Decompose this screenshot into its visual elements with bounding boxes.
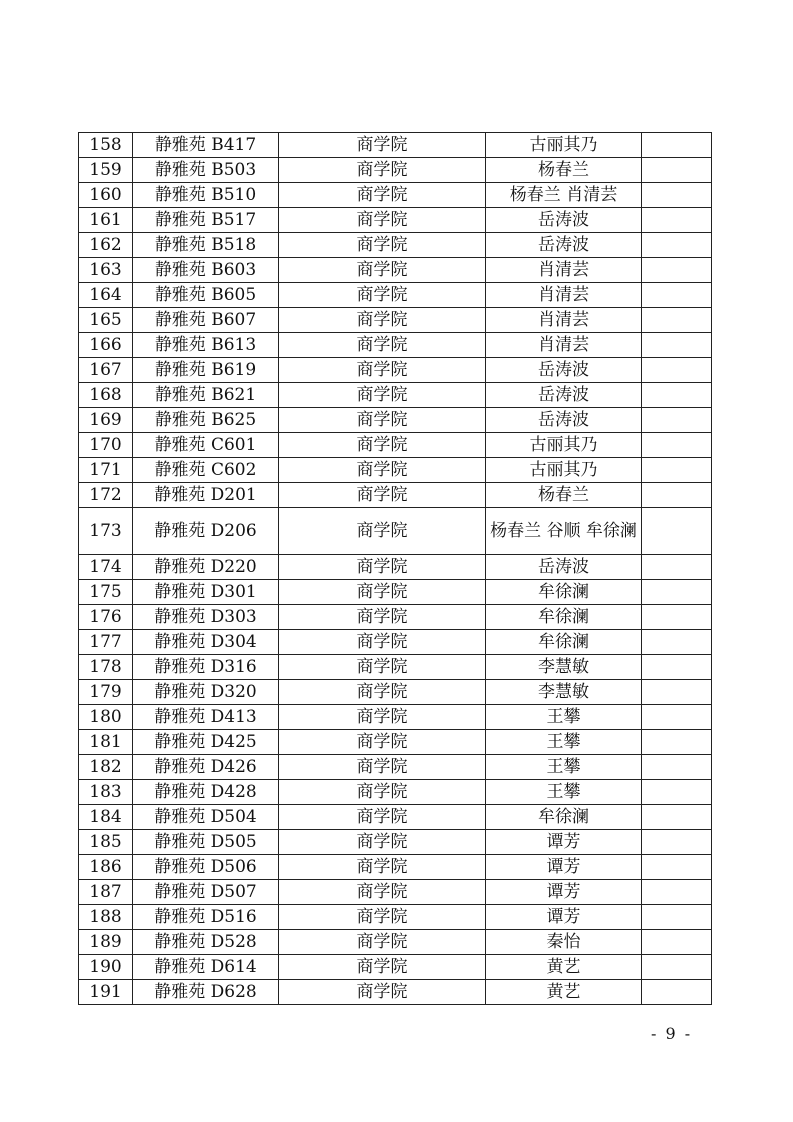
college-cell: 商学院 [279, 408, 486, 433]
room-cell: 静雅苑 D301 [133, 580, 279, 605]
note-cell [642, 258, 712, 283]
college-cell: 商学院 [279, 630, 486, 655]
name-cell: 岳涛波 [486, 555, 642, 580]
college-cell: 商学院 [279, 183, 486, 208]
college-cell: 商学院 [279, 433, 486, 458]
college-cell: 商学院 [279, 580, 486, 605]
note-cell [642, 555, 712, 580]
note-cell [642, 208, 712, 233]
table-row [79, 905, 712, 930]
name-cell: 王攀 [486, 730, 642, 755]
room-cell: 静雅苑 B613 [133, 333, 279, 358]
note-cell [642, 233, 712, 258]
college-cell: 商学院 [279, 458, 486, 483]
row-number: 177 [79, 630, 133, 655]
room-cell: 静雅苑 D507 [133, 880, 279, 905]
note-cell [642, 308, 712, 333]
room-cell: 静雅苑 B621 [133, 383, 279, 408]
note-cell [642, 955, 712, 980]
room-cell: 静雅苑 B518 [133, 233, 279, 258]
table-row [79, 308, 712, 333]
name-cell: 谭芳 [486, 830, 642, 855]
table-row [79, 233, 712, 258]
name-cell: 王攀 [486, 780, 642, 805]
college-cell: 商学院 [279, 780, 486, 805]
college-cell: 商学院 [279, 730, 486, 755]
note-cell [642, 458, 712, 483]
name-cell: 杨春兰 [486, 158, 642, 183]
name-cell: 谭芳 [486, 880, 642, 905]
row-number: 176 [79, 605, 133, 630]
name-cell: 王攀 [486, 705, 642, 730]
room-cell: 静雅苑 D506 [133, 855, 279, 880]
college-cell: 商学院 [279, 805, 486, 830]
note-cell [642, 483, 712, 508]
college-cell: 商学院 [279, 233, 486, 258]
row-number: 166 [79, 333, 133, 358]
college-cell: 商学院 [279, 508, 486, 555]
note-cell [642, 158, 712, 183]
row-number: 164 [79, 283, 133, 308]
note-cell [642, 183, 712, 208]
table-row [79, 133, 712, 158]
college-cell: 商学院 [279, 655, 486, 680]
table-row [79, 383, 712, 408]
name-cell: 杨春兰 谷顺 牟徐澜 [486, 508, 642, 555]
table-row [79, 508, 712, 555]
note-cell [642, 508, 712, 555]
room-cell: 静雅苑 B503 [133, 158, 279, 183]
college-cell: 商学院 [279, 955, 486, 980]
name-cell: 杨春兰 [486, 483, 642, 508]
note-cell [642, 283, 712, 308]
note-cell [642, 680, 712, 705]
room-cell: 静雅苑 D201 [133, 483, 279, 508]
table-row [79, 955, 712, 980]
room-cell: 静雅苑 B625 [133, 408, 279, 433]
table-row [79, 358, 712, 383]
table-row [79, 408, 712, 433]
row-number: 161 [79, 208, 133, 233]
note-cell [642, 705, 712, 730]
table-row [79, 680, 712, 705]
name-cell: 李慧敏 [486, 655, 642, 680]
table-row [79, 780, 712, 805]
row-number: 160 [79, 183, 133, 208]
room-cell: 静雅苑 B619 [133, 358, 279, 383]
name-cell: 牟徐澜 [486, 580, 642, 605]
name-cell: 谭芳 [486, 855, 642, 880]
row-number: 167 [79, 358, 133, 383]
row-number: 180 [79, 705, 133, 730]
note-cell [642, 358, 712, 383]
room-cell: 静雅苑 D303 [133, 605, 279, 630]
name-cell: 牟徐澜 [486, 630, 642, 655]
table-row [79, 283, 712, 308]
table-row [79, 258, 712, 283]
table-row [79, 433, 712, 458]
room-cell: 静雅苑 D528 [133, 930, 279, 955]
college-cell: 商学院 [279, 930, 486, 955]
note-cell [642, 930, 712, 955]
room-cell: 静雅苑 D316 [133, 655, 279, 680]
college-cell: 商学院 [279, 905, 486, 930]
name-cell: 杨春兰 肖清芸 [486, 183, 642, 208]
row-number: 159 [79, 158, 133, 183]
table-row [79, 830, 712, 855]
table-row [79, 208, 712, 233]
room-cell: 静雅苑 D516 [133, 905, 279, 930]
row-number: 172 [79, 483, 133, 508]
name-cell: 岳涛波 [486, 408, 642, 433]
name-cell: 岳涛波 [486, 208, 642, 233]
name-cell: 李慧敏 [486, 680, 642, 705]
table-row [79, 605, 712, 630]
row-number: 173 [79, 508, 133, 555]
college-cell: 商学院 [279, 555, 486, 580]
room-cell: 静雅苑 D413 [133, 705, 279, 730]
note-cell [642, 433, 712, 458]
college-cell: 商学院 [279, 855, 486, 880]
row-number: 181 [79, 730, 133, 755]
room-cell: 静雅苑 D426 [133, 755, 279, 780]
name-cell: 黄艺 [486, 955, 642, 980]
college-cell: 商学院 [279, 680, 486, 705]
room-cell: 静雅苑 D320 [133, 680, 279, 705]
room-cell: 静雅苑 D304 [133, 630, 279, 655]
name-cell: 秦怡 [486, 930, 642, 955]
name-cell: 黄艺 [486, 980, 642, 1005]
room-cell: 静雅苑 B417 [133, 133, 279, 158]
note-cell [642, 383, 712, 408]
college-cell: 商学院 [279, 705, 486, 730]
college-cell: 商学院 [279, 208, 486, 233]
name-cell: 岳涛波 [486, 383, 642, 408]
table-row [79, 755, 712, 780]
row-number: 162 [79, 233, 133, 258]
page-number: - 9 - [651, 1024, 693, 1043]
row-number: 170 [79, 433, 133, 458]
name-cell: 岳涛波 [486, 358, 642, 383]
row-number: 189 [79, 930, 133, 955]
table-row [79, 458, 712, 483]
note-cell [642, 655, 712, 680]
room-cell: 静雅苑 D425 [133, 730, 279, 755]
note-cell [642, 580, 712, 605]
note-cell [642, 605, 712, 630]
note-cell [642, 755, 712, 780]
row-number: 179 [79, 680, 133, 705]
note-cell [642, 805, 712, 830]
note-cell [642, 133, 712, 158]
note-cell [642, 730, 712, 755]
table-row [79, 730, 712, 755]
name-cell: 岳涛波 [486, 233, 642, 258]
row-number: 183 [79, 780, 133, 805]
table-row [79, 630, 712, 655]
room-cell: 静雅苑 D504 [133, 805, 279, 830]
row-number: 187 [79, 880, 133, 905]
table-row [79, 183, 712, 208]
college-cell: 商学院 [279, 830, 486, 855]
college-cell: 商学院 [279, 283, 486, 308]
note-cell [642, 980, 712, 1005]
room-cell: 静雅苑 B605 [133, 283, 279, 308]
room-cell: 静雅苑 D505 [133, 830, 279, 855]
row-number: 191 [79, 980, 133, 1005]
note-cell [642, 830, 712, 855]
room-cell: 静雅苑 B517 [133, 208, 279, 233]
name-cell: 古丽其乃 [486, 458, 642, 483]
row-number: 178 [79, 655, 133, 680]
roster-table-body [79, 133, 712, 1005]
note-cell [642, 630, 712, 655]
college-cell: 商学院 [279, 158, 486, 183]
name-cell: 肖清芸 [486, 308, 642, 333]
note-cell [642, 408, 712, 433]
room-cell: 静雅苑 C601 [133, 433, 279, 458]
room-cell: 静雅苑 B607 [133, 308, 279, 333]
table-row [79, 555, 712, 580]
room-cell: 静雅苑 D628 [133, 980, 279, 1005]
note-cell [642, 333, 712, 358]
table-row [79, 333, 712, 358]
row-number: 163 [79, 258, 133, 283]
row-number: 190 [79, 955, 133, 980]
row-number: 185 [79, 830, 133, 855]
table-row [79, 980, 712, 1005]
room-cell: 静雅苑 D206 [133, 508, 279, 555]
dormitory-roster-table [78, 132, 712, 1005]
name-cell: 古丽其乃 [486, 433, 642, 458]
row-number: 188 [79, 905, 133, 930]
table-row [79, 705, 712, 730]
table-row [79, 580, 712, 605]
name-cell: 牟徐澜 [486, 605, 642, 630]
table-row [79, 483, 712, 508]
room-cell: 静雅苑 C602 [133, 458, 279, 483]
table-row [79, 930, 712, 955]
note-cell [642, 780, 712, 805]
name-cell: 古丽其乃 [486, 133, 642, 158]
table-row [79, 158, 712, 183]
name-cell: 肖清芸 [486, 258, 642, 283]
note-cell [642, 905, 712, 930]
row-number: 186 [79, 855, 133, 880]
row-number: 175 [79, 580, 133, 605]
table-row [79, 855, 712, 880]
row-number: 165 [79, 308, 133, 333]
college-cell: 商学院 [279, 358, 486, 383]
row-number: 174 [79, 555, 133, 580]
room-cell: 静雅苑 B510 [133, 183, 279, 208]
room-cell: 静雅苑 D614 [133, 955, 279, 980]
name-cell: 肖清芸 [486, 283, 642, 308]
row-number: 169 [79, 408, 133, 433]
row-number: 184 [79, 805, 133, 830]
table-row [79, 805, 712, 830]
name-cell: 谭芳 [486, 905, 642, 930]
row-number: 168 [79, 383, 133, 408]
note-cell [642, 855, 712, 880]
college-cell: 商学院 [279, 755, 486, 780]
college-cell: 商学院 [279, 258, 486, 283]
college-cell: 商学院 [279, 133, 486, 158]
row-number: 158 [79, 133, 133, 158]
name-cell: 肖清芸 [486, 333, 642, 358]
college-cell: 商学院 [279, 483, 486, 508]
table-row [79, 880, 712, 905]
room-cell: 静雅苑 D428 [133, 780, 279, 805]
college-cell: 商学院 [279, 383, 486, 408]
room-cell: 静雅苑 D220 [133, 555, 279, 580]
college-cell: 商学院 [279, 605, 486, 630]
row-number: 182 [79, 755, 133, 780]
college-cell: 商学院 [279, 308, 486, 333]
college-cell: 商学院 [279, 980, 486, 1005]
name-cell: 王攀 [486, 755, 642, 780]
college-cell: 商学院 [279, 880, 486, 905]
college-cell: 商学院 [279, 333, 486, 358]
room-cell: 静雅苑 B603 [133, 258, 279, 283]
note-cell [642, 880, 712, 905]
name-cell: 牟徐澜 [486, 805, 642, 830]
table-row [79, 655, 712, 680]
row-number: 171 [79, 458, 133, 483]
